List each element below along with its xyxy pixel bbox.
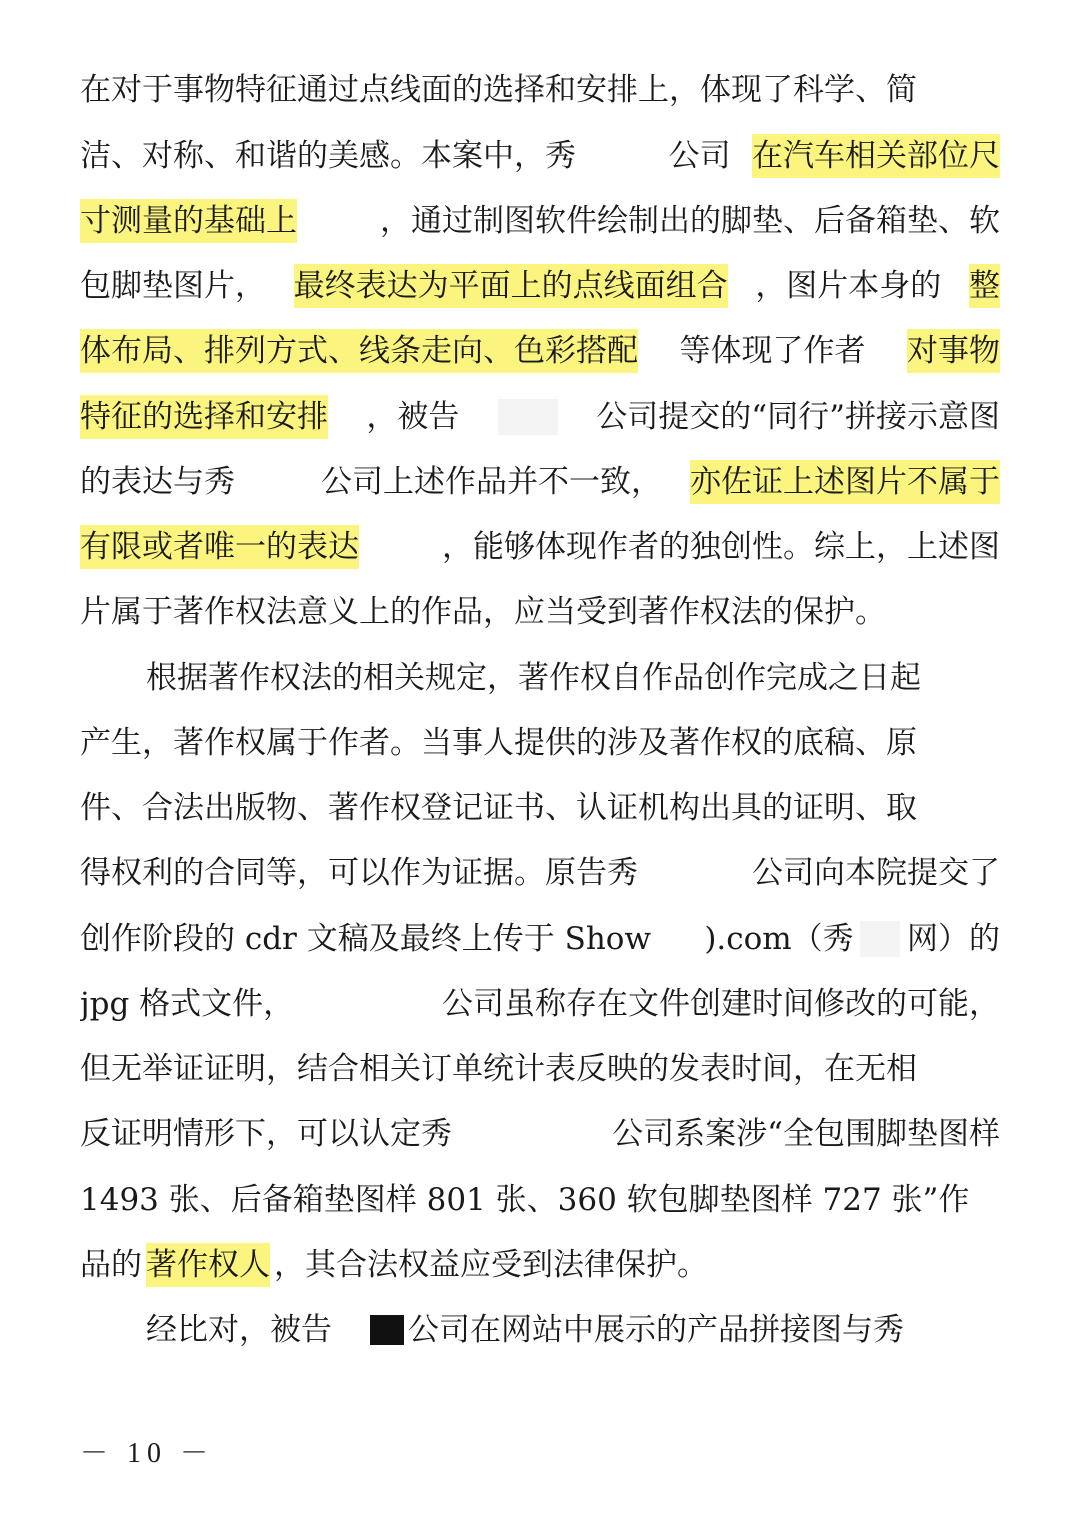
text-run: ，其合法权益应受到法律保护。	[274, 1247, 708, 1283]
text-line	[80, 460, 1000, 504]
text-run: 经比对，被告	[146, 1312, 332, 1348]
text-line	[80, 917, 1000, 961]
text-line	[80, 721, 1000, 765]
text-run: 得权利的合同等，可以作为证据。原告秀	[80, 855, 638, 891]
text-run: 片属于著作权法意义上的作品，应当受到著作权法的保护。	[80, 594, 886, 630]
text-run: ，能够体现作者的独创性。综上，上述图	[442, 529, 1000, 565]
text-line	[80, 199, 1000, 243]
text-run: 网）的	[907, 921, 1000, 957]
highlighted-text: 亦佐证上述图片不属于	[690, 460, 1000, 504]
text-line	[80, 982, 1000, 1026]
highlighted-text: 体布局、排列方式、线条走向、色彩搭配	[80, 329, 638, 373]
text-line	[80, 1047, 1000, 1091]
text-run: 公司虽称存在文件创建时间修改的可能，	[442, 986, 1000, 1022]
text-line	[80, 525, 1000, 569]
text-run: 件、合法出版物、著作权登记证书、认证机构出具的证明、取	[80, 790, 917, 826]
text-line	[80, 1178, 1000, 1222]
text-line	[146, 1308, 1000, 1352]
text-run: ).com（秀	[704, 921, 854, 957]
highlighted-text: 整	[969, 264, 1000, 308]
text-run: ，图片本身的	[755, 268, 942, 304]
text-run: 的表达与秀	[80, 464, 235, 500]
highlighted-text: 著作权人	[146, 1243, 270, 1287]
text-run: ，通过制图软件绘制出的脚垫、后备箱垫、软	[380, 203, 1000, 239]
text-line	[80, 1112, 1000, 1156]
text-run: 根据著作权法的相关规定，著作权自作品创作完成之日起	[146, 660, 921, 696]
text-run: 洁、对称、和谐的美感。本案中，秀	[80, 138, 576, 174]
text-line	[80, 264, 1000, 308]
text-run: ，被告	[366, 399, 460, 435]
text-line	[146, 656, 1000, 700]
text-line	[80, 329, 1000, 373]
text-run: 公司在网站中展示的产品拼接图与秀	[408, 1312, 904, 1348]
redaction-block	[370, 1315, 404, 1345]
text-run: 公司向本院提交了	[752, 855, 1000, 891]
text-run: 公司上述作品并不一致，	[321, 464, 662, 500]
text-run: 公司提交的“同行”拼接示意图	[596, 399, 1000, 435]
text-line	[80, 134, 1000, 178]
text-run: 公司系案涉“全包围脚垫图样	[612, 1116, 1000, 1152]
redaction-box	[860, 921, 900, 957]
text-run: 包脚垫图片，	[80, 268, 266, 304]
highlighted-text: 特征的选择和安排	[80, 395, 328, 439]
redaction-box	[498, 399, 558, 435]
text-run: 等体现了作者	[679, 333, 866, 369]
highlighted-text: 在汽车相关部位尺	[752, 134, 1000, 178]
text-line	[80, 851, 1000, 895]
highlighted-text: 最终表达为平面上的点线面组合	[294, 264, 728, 308]
text-run: 反证明情形下，可以认定秀	[80, 1116, 452, 1152]
text-line	[80, 68, 1000, 112]
text-run: 产生，著作权属于作者。当事人提供的涉及著作权的底稿、原	[80, 725, 917, 761]
text-run: 创作阶段的 cdr 文稿及最终上传于 Show	[80, 921, 651, 957]
text-run: jpg 格式文件，	[80, 986, 295, 1022]
text-run: 品的	[80, 1247, 142, 1283]
text-run: 但无举证证明，结合相关订单统计表反映的发表时间，在无相	[80, 1051, 917, 1087]
highlighted-text: 对事物	[907, 329, 1000, 373]
page-number: － 10 －	[80, 1438, 215, 1469]
highlighted-text: 寸测量的基础上	[80, 199, 297, 243]
text-line	[80, 1243, 1000, 1287]
text-run: 在对于事物特征通过点线面的选择和安排上，体现了科学、简	[80, 72, 917, 108]
text-run: 1493 张、后备箱垫图样 801 张、360 软包脚垫图样 727 张”作	[80, 1182, 970, 1218]
text-run: 公司	[668, 138, 731, 174]
text-line	[80, 590, 1000, 634]
text-line	[80, 786, 1000, 830]
highlighted-text: 有限或者唯一的表达	[80, 525, 359, 569]
text-line	[80, 395, 1000, 439]
